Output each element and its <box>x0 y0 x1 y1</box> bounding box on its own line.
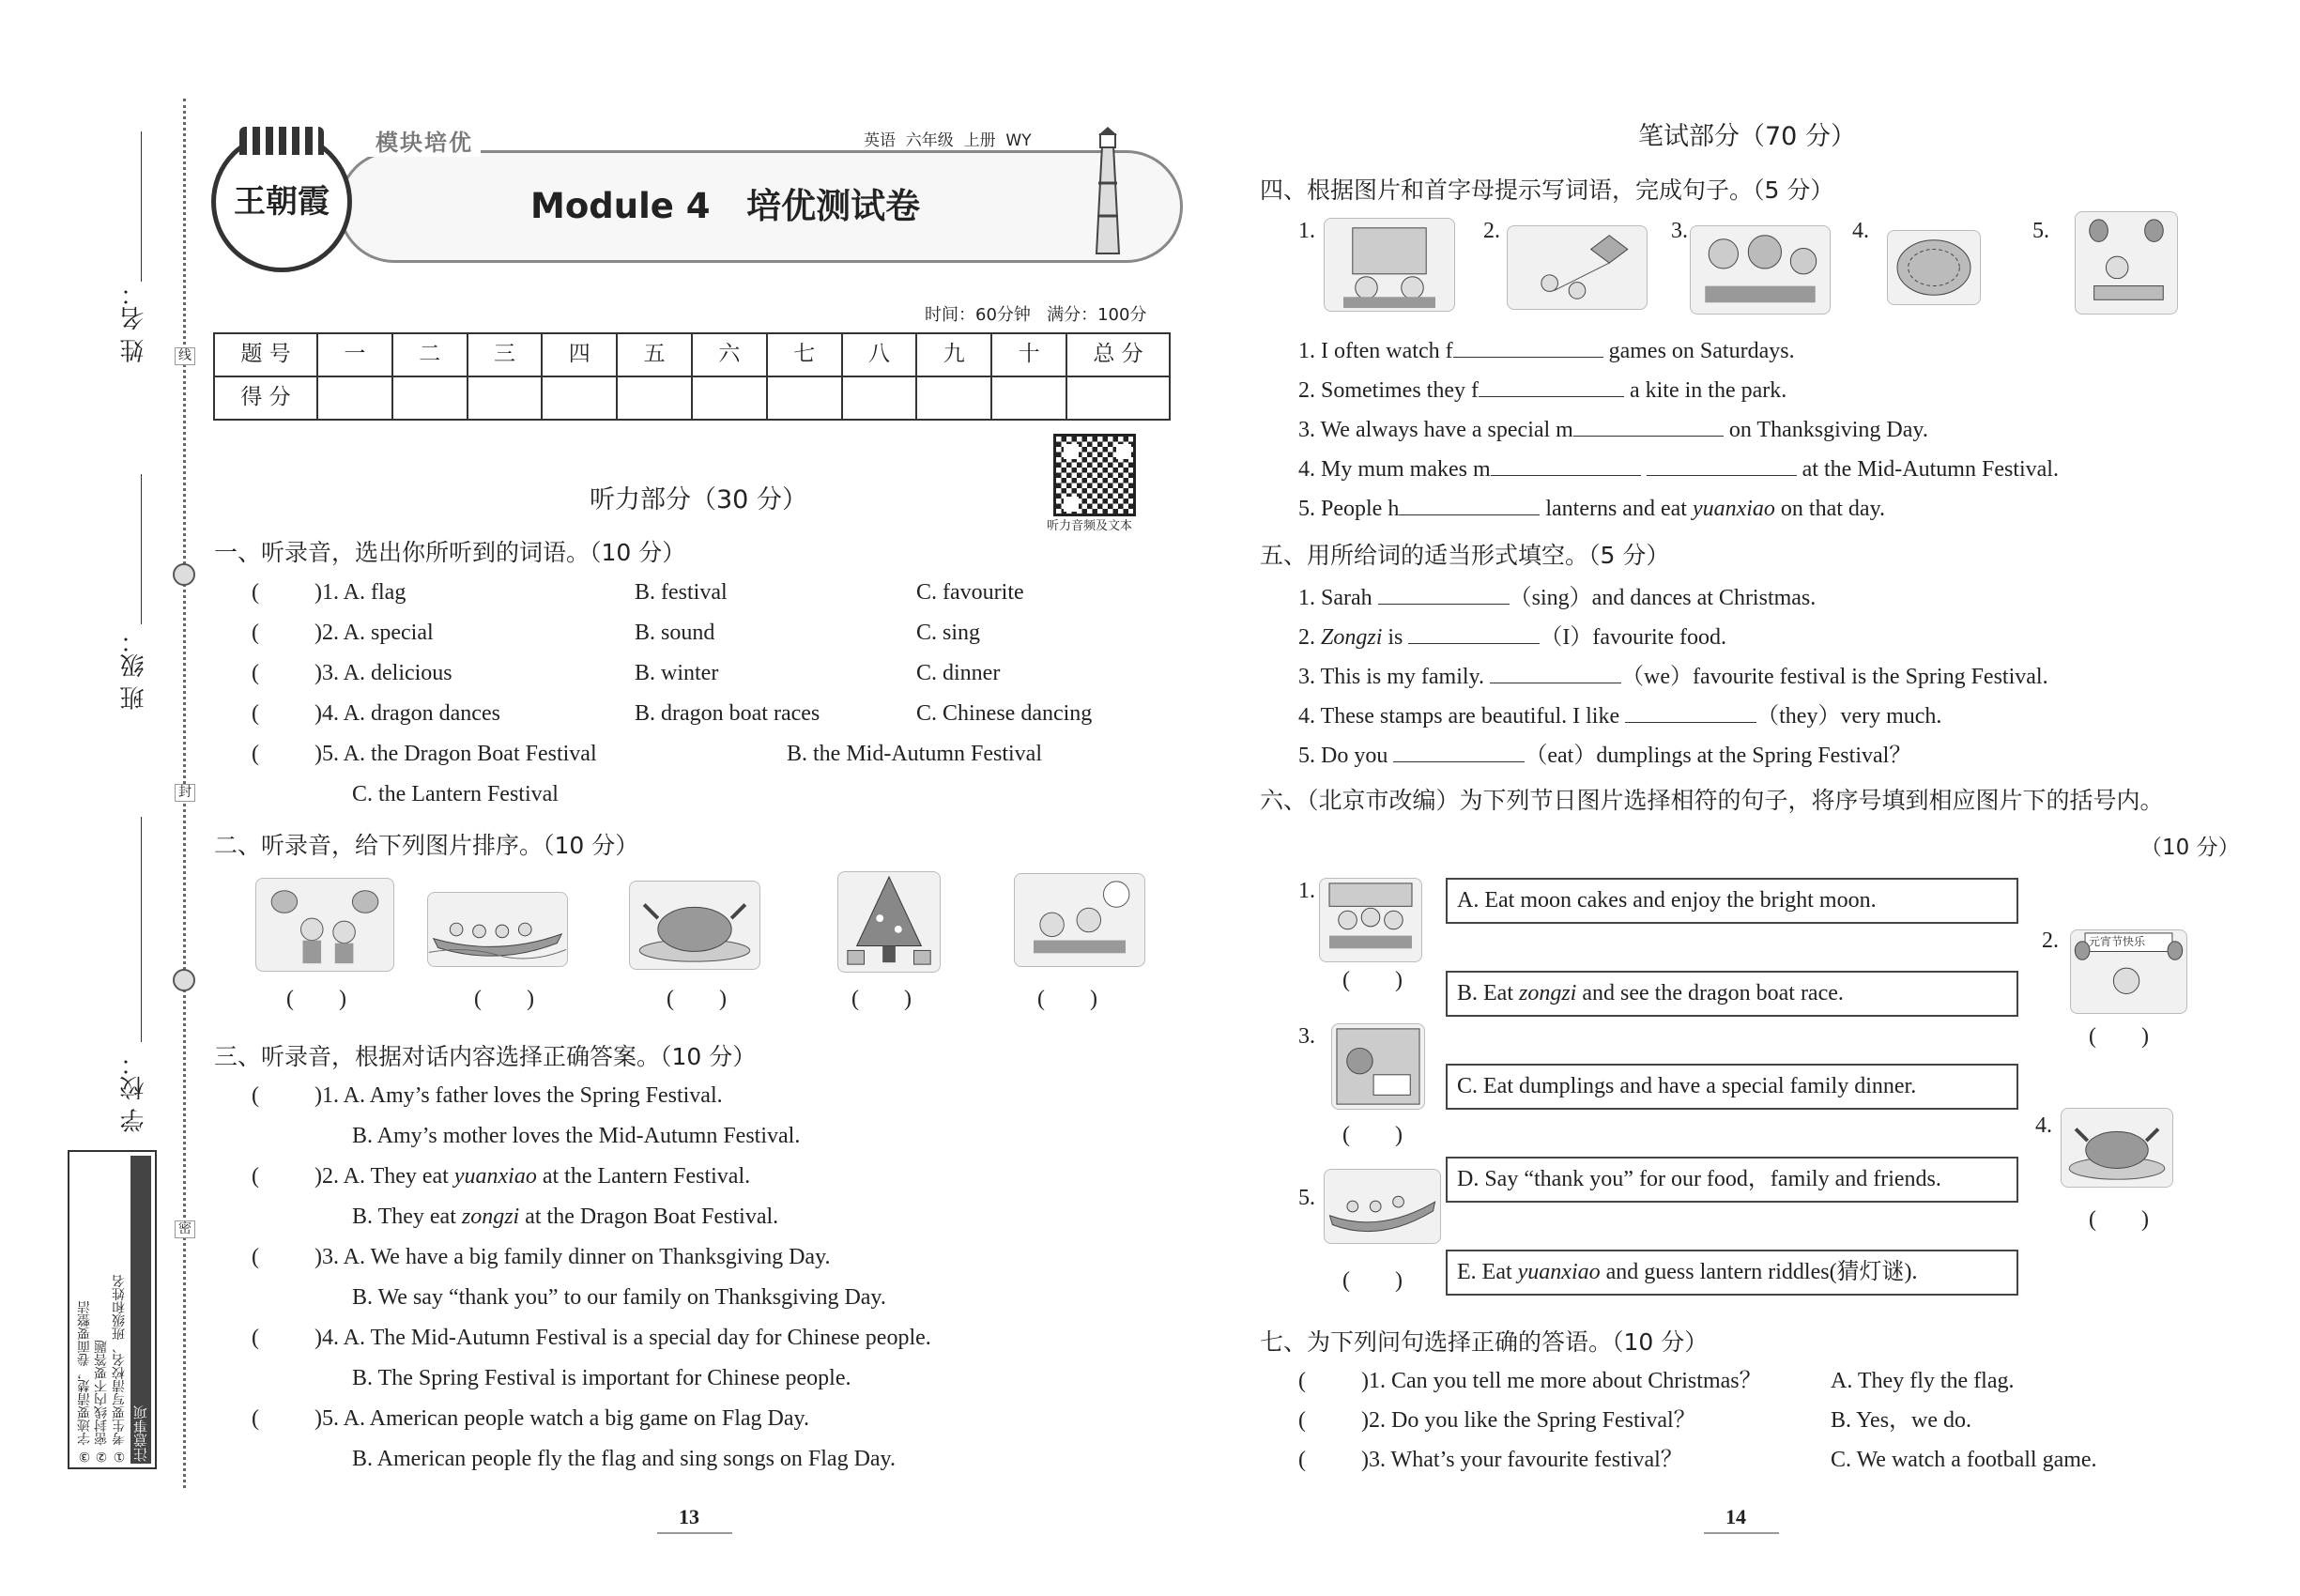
s1-q4-a: )4. A. dragon dances <box>314 701 500 726</box>
class-label: 班 级： <box>120 629 148 711</box>
score-header-cell: 六 <box>692 333 767 376</box>
notice-box <box>68 1150 157 1469</box>
qr-caption: 听力音频及文本 <box>1047 519 1133 533</box>
s7-answer-b: B. Yes，we do. <box>1831 1408 1972 1433</box>
s1-q5-a: )5. A. the Dragon Boat Festival <box>314 742 597 766</box>
listening-title: 听力部分（30 分） <box>590 485 807 514</box>
answer-paren[interactable]: ( <box>252 1326 259 1350</box>
score-cell[interactable] <box>542 376 617 420</box>
option-e-box: E. Eat yuanxiao and guess lantern riddles(猜灯谜). <box>1446 1250 2018 1296</box>
score-header-cell: 八 <box>842 333 917 376</box>
lantern-picture <box>2075 211 2178 315</box>
s1-q5-c: C. the Lantern Festival <box>352 782 559 806</box>
s3-q4-b: B. The Spring Festival is important for Chinese people. <box>352 1366 851 1390</box>
s7-question-2: )2. Do you like the Spring Festival？ <box>1361 1408 1696 1433</box>
section-1-title: 一、听录音，选出你所听到的词语。（10 分） <box>214 539 686 566</box>
s6-answer-paren-1[interactable]: ( ) <box>1342 968 1403 992</box>
score-table-header-row <box>214 333 1170 376</box>
score-cell[interactable] <box>617 376 692 420</box>
s4-sentence-4: 4. My mum makes m at the Mid-Autumn Festival. <box>1298 453 2059 483</box>
s7-question-1: )1. Can you tell me more about Christmas？ <box>1361 1369 1762 1393</box>
name-label: 姓 名： <box>120 282 148 363</box>
s3-q1-b: B. Amy’s mother loves the Mid-Autumn Festival. <box>352 1124 801 1148</box>
score-cell[interactable] <box>991 376 1066 420</box>
module-title: Module 4 培优测试卷 <box>530 186 921 226</box>
answer-paren[interactable]: ( <box>252 1406 259 1431</box>
option-c-box: C. Eat dumplings and have a special family dinner. <box>1446 1064 2018 1110</box>
answer-paren[interactable]: ( <box>252 1164 259 1189</box>
s1-q2-a: )2. A. special <box>314 621 434 645</box>
logo-text: 王朝霞 <box>234 182 330 221</box>
score-header-cell: 四 <box>542 333 617 376</box>
section-6-title: 六、（北京市改编）为下列节日图片选择相符的句子，将序号填到相应图片下的括号内。 <box>1260 787 2164 814</box>
s6-answer-paren-2[interactable]: ( ) <box>2089 1024 2149 1049</box>
mooncake-picture <box>1887 230 1981 305</box>
blank-input[interactable] <box>1378 582 1510 605</box>
score-table <box>213 332 1171 421</box>
writing-title: 笔试部分（70 分） <box>1638 122 1856 151</box>
dragon-boat-picture <box>427 892 568 967</box>
s6-num-1: 1. <box>1298 879 1315 903</box>
page-number-right-ornament <box>1704 1532 1779 1534</box>
s4-pic-num-1: 1. <box>1298 219 1315 243</box>
s3-q1-a: )1. A. Amy’s father loves the Spring Festival. <box>314 1083 723 1108</box>
s6-answer-paren-3[interactable]: ( ) <box>1342 1123 1403 1147</box>
family-dinner-picture <box>1319 878 1422 962</box>
s4-sentence-1: 1. I often watch f games on Saturdays. <box>1298 335 1795 365</box>
thanksgiving-turkey-picture <box>2061 1108 2173 1188</box>
s5-line-3: 3. This is my family. （we）favourite festival is the Spring Festival. <box>1298 661 2048 691</box>
score-cell[interactable] <box>767 376 842 420</box>
s1-q2-c: C. sing <box>916 621 981 645</box>
score-header-cell: 一 <box>317 333 392 376</box>
dragon-boat-race-picture <box>1324 1169 1441 1244</box>
blank-input[interactable] <box>1490 661 1621 683</box>
s2-answer-paren-1[interactable]: ( ) <box>286 987 346 1011</box>
answer-paren[interactable]: ( <box>252 580 259 605</box>
s6-answer-paren-5[interactable]: ( ) <box>1342 1268 1403 1293</box>
school-line <box>141 817 142 1042</box>
answer-paren[interactable]: ( <box>252 1083 259 1108</box>
option-b-box: B. Eat zongzi and see the dragon boat race. <box>1446 971 2018 1017</box>
s4-pic-num-3: 3. <box>1671 219 1688 243</box>
s6-num-5: 5. <box>1298 1186 1315 1210</box>
lantern-festival-picture <box>255 878 394 972</box>
score-header-cell: 三 <box>468 333 543 376</box>
s5-line-1: 1. Sarah （sing）and dances at Christmas. <box>1298 582 1816 612</box>
s1-q3-c: C. dinner <box>916 661 1001 685</box>
s5-line-5: 5. Do you （eat）dumplings at the Spring Festival？ <box>1298 740 1911 770</box>
score-cell[interactable] <box>692 376 767 420</box>
answer-paren[interactable]: ( <box>252 701 259 726</box>
page-number-left-ornament <box>657 1532 732 1534</box>
s5-line-2: 2. Zongzi is （I）favourite food. <box>1298 622 1726 652</box>
brand-logo <box>211 131 352 272</box>
s1-q5-b: B. the Mid-Autumn Festival <box>787 742 1042 766</box>
s4-pic-num-4: 4. <box>1852 219 1869 243</box>
notice-2: ② 密封线内不要答题 <box>95 1340 110 1464</box>
s2-answer-paren-3[interactable]: ( ) <box>667 987 727 1011</box>
seal-mark-2: 封 <box>175 784 195 802</box>
seal-ring-2 <box>173 969 195 991</box>
s3-q3-a: )3. A. We have a big family dinner on Thanksgiving Day. <box>314 1245 831 1269</box>
s5-line-4: 4. These stamps are beautiful. I like （they）very much. <box>1298 700 1941 730</box>
notice-3: ③ 字迹要清楚，卷面要整洁 <box>77 1300 92 1464</box>
s7-answer-c: C. We watch a football game. <box>1831 1448 2097 1472</box>
s6-num-3: 3. <box>1298 1024 1315 1049</box>
section-4-title: 四、根据图片和首字母提示写词语，完成句子。（5 分） <box>1260 176 1834 204</box>
score-header-cell: 五 <box>617 333 692 376</box>
s4-pic-num-5: 5. <box>2032 219 2049 243</box>
blank-input[interactable] <box>1479 375 1624 397</box>
option-a-box: A. Eat moon cakes and enjoy the bright moon. <box>1446 878 2018 924</box>
s1-q4-c: C. Chinese dancing <box>916 701 1093 726</box>
seal-mark-1: 线 <box>175 347 195 365</box>
s2-answer-paren-2[interactable]: ( ) <box>474 987 534 1011</box>
s3-q5-a: )5. A. American people watch a big game on Flag Day. <box>314 1406 809 1431</box>
score-table-score-row <box>214 376 1170 420</box>
answer-paren[interactable]: ( <box>252 621 259 645</box>
s4-pic-num-2: 2. <box>1483 219 1500 243</box>
s3-q2-a: )2. A. They eat yuanxiao at the Lantern Festival. <box>314 1164 751 1189</box>
s1-q3-b: B. winter <box>635 661 719 685</box>
score-header-cell: 总 分 <box>1066 333 1170 376</box>
s1-q1-c: C. favourite <box>916 580 1024 605</box>
christmas-tree-picture <box>837 871 941 973</box>
score-header-cell: 题 号 <box>214 333 317 376</box>
crown-icon <box>239 127 324 155</box>
section-7-title: 七、为下列问句选择正确的答语。（10 分） <box>1260 1328 1709 1356</box>
family-meal-picture <box>1690 225 1831 315</box>
qr-code-icon[interactable] <box>1053 434 1136 516</box>
s6-num-4: 4. <box>2035 1113 2052 1138</box>
score-header-cell: 十 <box>991 333 1066 376</box>
score-cell[interactable] <box>468 376 543 420</box>
s6-answer-paren-4[interactable]: ( ) <box>2089 1207 2149 1232</box>
s4-sentence-5: 5. People h lanterns and eat yuanxiao on that day. <box>1298 493 1885 523</box>
s2-answer-paren-5[interactable]: ( ) <box>1037 987 1097 1011</box>
score-cell[interactable] <box>392 376 468 420</box>
answer-paren[interactable]: ( <box>252 661 259 685</box>
page-number-left: 13 <box>679 1505 699 1528</box>
s4-sentence-3: 3. We always have a special m on Thanksgiving Day. <box>1298 414 1928 444</box>
s2-answer-paren-4[interactable]: ( ) <box>851 987 912 1011</box>
series-label: 模块培优 <box>368 130 481 157</box>
blank-input[interactable] <box>1491 453 1641 476</box>
answer-paren[interactable]: ( <box>252 1245 259 1269</box>
section-3-title: 三、听录音，根据对话内容选择正确答案。（10 分） <box>214 1043 757 1070</box>
s3-q4-a: )4. A. The Mid-Autumn Festival is a special day for Chinese people. <box>314 1326 931 1350</box>
football-tv-picture <box>1324 218 1455 312</box>
blank-input[interactable] <box>1573 414 1724 437</box>
class-line <box>141 474 142 624</box>
lighthouse-icon <box>1089 127 1127 258</box>
seal-ring-1 <box>173 563 195 586</box>
seal-mark-3: 密 <box>175 1220 195 1238</box>
score-header-cell: 二 <box>392 333 468 376</box>
score-header-cell: 九 <box>916 333 991 376</box>
page-number-right: 14 <box>1725 1505 1746 1528</box>
section-5-title: 五、用所给词的适当形式填空。（5 分） <box>1260 542 1670 569</box>
mid-autumn-picture <box>1014 873 1145 967</box>
s7-answer-a: A. They fly the flag. <box>1831 1369 2015 1393</box>
blank-input[interactable] <box>1625 700 1756 723</box>
blank-input[interactable] <box>1393 740 1525 762</box>
s6-num-2: 2. <box>2042 928 2059 953</box>
blank-input[interactable] <box>1647 453 1797 476</box>
blank-input[interactable] <box>1399 493 1540 515</box>
answer-paren[interactable]: ( <box>1298 1448 1306 1472</box>
time-info: 时间：60分钟 满分：100分 <box>925 305 1147 325</box>
notice-1: ① 考生要写清校名、班级和姓名 <box>113 1274 128 1464</box>
score-cell[interactable] <box>317 376 392 420</box>
answer-paren[interactable]: ( <box>252 742 259 766</box>
s4-sentence-2: 2. Sometimes they f a kite in the park. <box>1298 375 1786 405</box>
blank-input[interactable] <box>1408 622 1540 644</box>
answer-paren[interactable]: ( <box>1298 1408 1306 1433</box>
notice-title: 注意事项 <box>130 1156 151 1464</box>
lantern-banner-text: 元宵节快乐 <box>2089 935 2146 948</box>
s1-q4-b: B. dragon boat races <box>635 701 820 726</box>
score-cell[interactable] <box>842 376 917 420</box>
s3-q3-b: B. We say “thank you” to our family on Thanksgiving Day. <box>352 1285 886 1310</box>
s3-q5-b: B. American people fly the flag and sing songs on Flag Day. <box>352 1447 896 1471</box>
subject-info: 英语 六年级 上册 WY <box>864 131 1032 150</box>
blank-input[interactable] <box>1453 335 1603 358</box>
section-2-title: 二、听录音，给下列图片排序。（10 分） <box>214 832 639 859</box>
answer-paren[interactable]: ( <box>1298 1369 1306 1393</box>
s1-q2-b: B. sound <box>635 621 715 645</box>
s1-q3-a: )3. A. delicious <box>314 661 452 685</box>
score-cell[interactable] <box>1066 376 1170 420</box>
score-header-cell: 七 <box>767 333 842 376</box>
zongzi-race-picture <box>1331 1023 1425 1110</box>
score-row-label: 得 分 <box>214 376 317 420</box>
s1-q1-a: )1. A. flag <box>314 580 406 605</box>
score-cell[interactable] <box>916 376 991 420</box>
section-6-points: （10 分） <box>2140 836 2240 860</box>
s1-q1-b: B. festival <box>635 580 728 605</box>
name-line <box>141 131 142 282</box>
s3-q2-b: B. They eat zongzi at the Dragon Boat Festival. <box>352 1205 779 1229</box>
fly-kite-picture <box>1507 225 1648 310</box>
option-d-box: D. Say “thank you” for our food，family and friends. <box>1446 1157 2018 1203</box>
school-label: 学 校： <box>120 1051 148 1133</box>
turkey-dinner-picture <box>629 881 760 970</box>
s7-question-3: )3. What’s your favourite festival？ <box>1361 1448 1683 1472</box>
